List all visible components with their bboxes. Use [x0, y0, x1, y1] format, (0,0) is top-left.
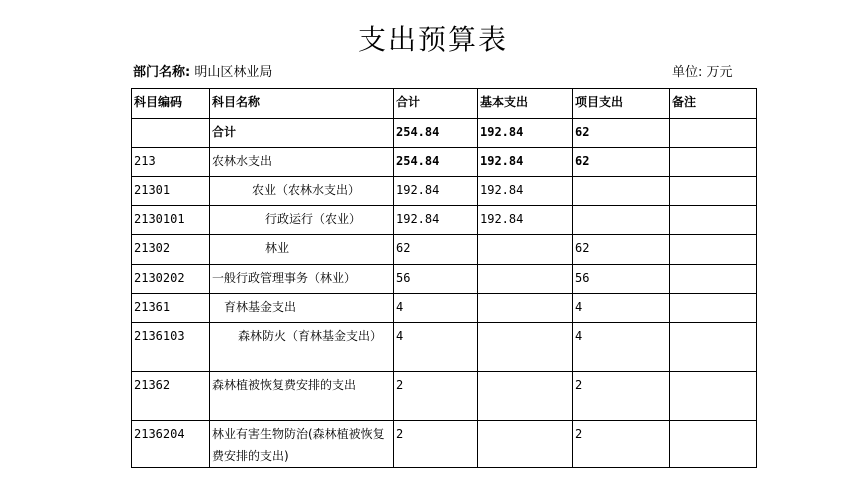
- cell-basic: [478, 372, 573, 421]
- table-header-row: [132, 89, 757, 119]
- cell-code: 21361: [132, 294, 210, 323]
- cell-note: [670, 372, 757, 421]
- header-code: 科目编码: [132, 89, 210, 119]
- cell-basic: 192.84: [478, 177, 573, 206]
- cell-code: 2136103: [132, 323, 210, 372]
- table-row: [132, 119, 757, 148]
- cell-code: 21302: [132, 235, 210, 265]
- header-name: 科目名称: [210, 89, 394, 119]
- cell-total: 56: [394, 265, 478, 294]
- cell-project: 56: [573, 265, 670, 294]
- cell-code: 2130202: [132, 265, 210, 294]
- cell-basic: 192.84: [478, 148, 573, 177]
- cell-note: [670, 294, 757, 323]
- table-row: [132, 177, 757, 206]
- cell-total: 254.84: [394, 148, 478, 177]
- cell-note: [670, 177, 757, 206]
- cell-project: 62: [573, 148, 670, 177]
- cell-code: 213: [132, 148, 210, 177]
- budget-table: [131, 88, 757, 468]
- department-line: [133, 61, 272, 80]
- page-title: 支出预算表: [357, 23, 508, 56]
- table-row: [132, 372, 757, 421]
- unit-label: 单位: 万元: [672, 65, 733, 80]
- cell-total: 4: [394, 294, 478, 323]
- cell-basic: [478, 421, 573, 468]
- cell-name: 合计: [210, 119, 394, 148]
- cell-note: [670, 206, 757, 235]
- header-total: 合计: [394, 89, 478, 119]
- cell-total: 254.84: [394, 119, 478, 148]
- table-row: [132, 148, 757, 177]
- cell-name: 林业: [210, 235, 394, 265]
- table-row: [132, 235, 757, 265]
- department-label: 部门名称:: [133, 65, 191, 80]
- cell-total: 2: [394, 372, 478, 421]
- cell-note: [670, 119, 757, 148]
- table-row: [132, 294, 757, 323]
- cell-basic: [478, 235, 573, 265]
- table-row: [132, 323, 757, 372]
- table-row: [132, 206, 757, 235]
- cell-name: 农林水支出: [210, 148, 394, 177]
- cell-project: 4: [573, 294, 670, 323]
- cell-code: [132, 119, 210, 148]
- cell-name: 森林植被恢复费安排的支出: [210, 372, 394, 421]
- cell-total: 192.84: [394, 206, 478, 235]
- cell-name: 森林防火（育林基金支出）: [210, 323, 394, 372]
- cell-total: 62: [394, 235, 478, 265]
- cell-project: [573, 177, 670, 206]
- cell-name: 林业有害生物防治(森林植被恢复费安排的支出): [210, 421, 394, 468]
- cell-name: 育林基金支出: [210, 294, 394, 323]
- cell-total: 192.84: [394, 177, 478, 206]
- cell-total: 2: [394, 421, 478, 468]
- cell-code: 21362: [132, 372, 210, 421]
- cell-basic: 192.84: [478, 206, 573, 235]
- cell-project: 4: [573, 323, 670, 372]
- cell-name: 农业（农林水支出）: [210, 177, 394, 206]
- table-row: [132, 421, 757, 468]
- cell-note: [670, 235, 757, 265]
- cell-basic: [478, 294, 573, 323]
- cell-project: 2: [573, 372, 670, 421]
- department-value: 明山区林业局: [194, 65, 273, 80]
- table-row: [132, 265, 757, 294]
- cell-code: 2136204: [132, 421, 210, 468]
- cell-project: 62: [573, 235, 670, 265]
- cell-note: [670, 265, 757, 294]
- cell-note: [670, 148, 757, 177]
- cell-code: 21301: [132, 177, 210, 206]
- cell-project: 2: [573, 421, 670, 468]
- cell-project: [573, 206, 670, 235]
- header-basic: 基本支出: [478, 89, 573, 119]
- cell-code: 2130101: [132, 206, 210, 235]
- cell-project: 62: [573, 119, 670, 148]
- header-note: 备注: [670, 89, 757, 119]
- cell-name: 行政运行（农业）: [210, 206, 394, 235]
- cell-name: 一般行政管理事务（林业）: [210, 265, 394, 294]
- cell-total: 4: [394, 323, 478, 372]
- cell-basic: 192.84: [478, 119, 573, 148]
- header-project: 项目支出: [573, 89, 670, 119]
- cell-basic: [478, 323, 573, 372]
- cell-note: [670, 421, 757, 468]
- cell-note: [670, 323, 757, 372]
- cell-basic: [478, 265, 573, 294]
